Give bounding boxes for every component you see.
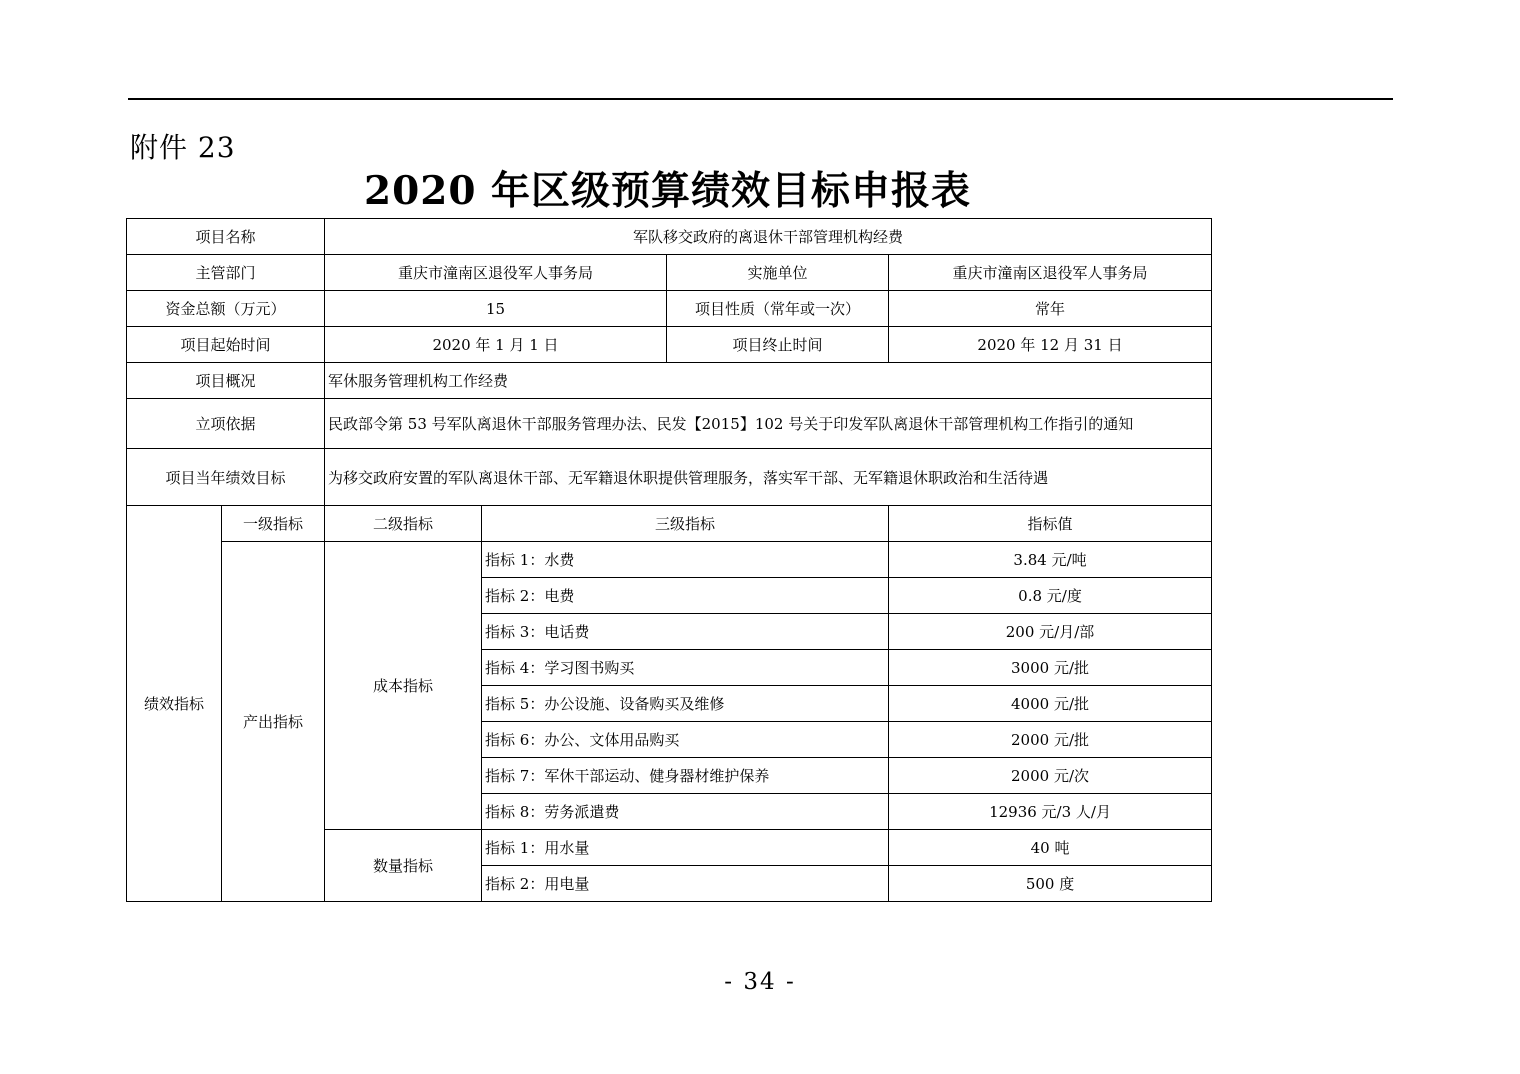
table-row xyxy=(127,363,1212,399)
dept-value: 重庆市潼南区退役军人事务局 xyxy=(325,255,667,291)
cost-indicator-label: 成本指标 xyxy=(325,542,482,830)
end-label: 项目终止时间 xyxy=(667,327,889,363)
table-row xyxy=(127,506,1212,542)
col-header-level2: 二级指标 xyxy=(325,506,482,542)
indicator-name: 指标 2：用电量 xyxy=(482,866,889,902)
table-row xyxy=(127,327,1212,363)
indicator-value: 2000 元/批 xyxy=(889,722,1212,758)
indicator-name: 指标 8：劳务派遣费 xyxy=(482,794,889,830)
table-row xyxy=(127,255,1212,291)
project-name-label: 项目名称 xyxy=(127,219,325,255)
unit-value: 重庆市潼南区退役军人事务局 xyxy=(889,255,1212,291)
indicator-name: 指标 7：军休干部运动、健身器材维护保养 xyxy=(482,758,889,794)
attachment-label: 附件 23 xyxy=(130,131,236,164)
indicator-value: 2000 元/次 xyxy=(889,758,1212,794)
indicator-value: 4000 元/批 xyxy=(889,686,1212,722)
nature-value: 常年 xyxy=(889,291,1212,327)
indicator-name: 指标 4：学习图书购买 xyxy=(482,650,889,686)
indicator-name: 指标 5：办公设施、设备购买及维修 xyxy=(482,686,889,722)
nature-label: 项目性质（常年或一次） xyxy=(667,291,889,327)
col-header-value: 指标值 xyxy=(889,506,1212,542)
col-header-level3: 三级指标 xyxy=(482,506,889,542)
indicator-value: 0.8 元/度 xyxy=(889,578,1212,614)
col-header-level1: 一级指标 xyxy=(222,506,325,542)
end-value: 2020 年 12 月 31 日 xyxy=(889,327,1212,363)
basis-label: 立项依据 xyxy=(127,399,325,449)
overview-label: 项目概况 xyxy=(127,363,325,399)
goal-value: 为移交政府安置的军队离退休干部、无军籍退休职提供管理服务，落实军干部、无军籍退休职政治和生活待遇 xyxy=(325,449,1212,506)
header-rule xyxy=(128,98,1393,100)
document-title: 2020 年区级预算绩效目标申报表 xyxy=(363,168,972,214)
indicator-name: 指标 1：用水量 xyxy=(482,830,889,866)
indicators-section-label: 绩效指标 xyxy=(127,506,222,902)
table-row xyxy=(127,399,1212,449)
table-row xyxy=(127,449,1212,506)
start-label: 项目起始时间 xyxy=(127,327,325,363)
basis-value: 民政部令第 53 号军队离退休干部服务管理办法、民发【2015】102 号关于印发军队离退休干部管理机构工作指引的通知 xyxy=(325,399,1212,449)
indicator-value: 3.84 元/吨 xyxy=(889,542,1212,578)
indicator-value: 40 吨 xyxy=(889,830,1212,866)
indicator-value: 12936 元/3 人/月 xyxy=(889,794,1212,830)
indicator-name: 指标 1：水费 xyxy=(482,542,889,578)
indicator-name: 指标 2：电费 xyxy=(482,578,889,614)
indicator-name: 指标 3：电话费 xyxy=(482,614,889,650)
table-row xyxy=(127,219,1212,255)
funds-label: 资金总额（万元） xyxy=(127,291,325,327)
overview-value: 军休服务管理机构工作经费 xyxy=(325,363,1212,399)
table-row xyxy=(127,291,1212,327)
quantity-indicator-label: 数量指标 xyxy=(325,830,482,902)
output-indicator-label: 产出指标 xyxy=(222,542,325,902)
goal-label: 项目当年绩效目标 xyxy=(127,449,325,506)
indicator-value: 3000 元/批 xyxy=(889,650,1212,686)
unit-label: 实施单位 xyxy=(667,255,889,291)
funds-value: 15 xyxy=(325,291,667,327)
page-number: - 34 - xyxy=(724,969,796,995)
indicator-value: 200 元/月/部 xyxy=(889,614,1212,650)
project-name: 军队移交政府的离退休干部管理机构经费 xyxy=(325,219,1212,255)
table-row xyxy=(127,542,1212,578)
indicator-name: 指标 6：办公、文体用品购买 xyxy=(482,722,889,758)
dept-label: 主管部门 xyxy=(127,255,325,291)
indicator-value: 500 度 xyxy=(889,866,1212,902)
start-value: 2020 年 1 月 1 日 xyxy=(325,327,667,363)
budget-performance-table xyxy=(126,218,1212,902)
